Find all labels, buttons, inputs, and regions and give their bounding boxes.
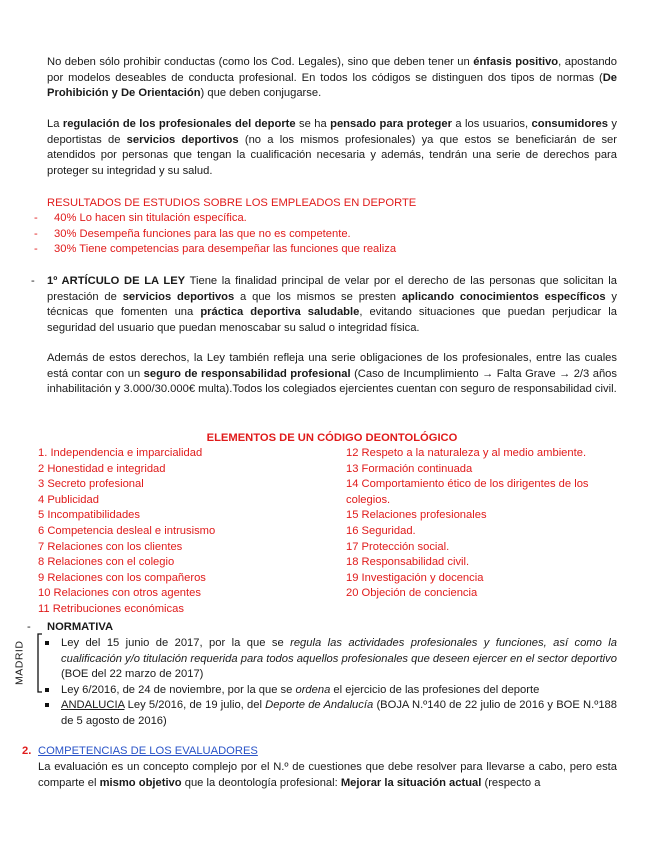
list-item: 20 Objeción de conciencia — [346, 587, 478, 600]
list-item: 12 Respeto a la naturaleza y al medio ambiente. — [346, 447, 587, 459]
list-item: 6 Competencia desleal e intrusismo — [38, 524, 216, 537]
madrid-label: MADRID — [13, 640, 26, 686]
normativa-bullet: - — [27, 621, 31, 633]
list-item: 1. Independencia e imparcialidad — [38, 447, 203, 459]
list-item: 9 Relaciones con los compañeros — [38, 571, 206, 584]
paragraph-obligaciones: Además de estos derechos, la Ley también refleja una serie obligaciones de los profesionales, entre las cuales está contar con un seguro de responsabilidad profesional (Caso de Incumplimiento → Falta Grave → 2/3 años inhabilitación y 3.000/30.000€ multa).Todos los colegiados ejercientes cuentan con seguro de responsabilidad civil. — [47, 352, 617, 396]
list-item: 2 Honestidad e integridad — [38, 462, 166, 475]
square-bullet-icon — [45, 641, 49, 645]
list-item: 10 Relaciones con otros agentes — [38, 587, 201, 600]
list-item: 11 Retribuciones económicas — [38, 602, 184, 615]
list-item: 17 Protección social. — [346, 540, 450, 553]
list-item: 8 Relaciones con el colegio — [38, 556, 175, 569]
list-item: 18 Responsabilidad civil. — [346, 556, 470, 569]
resultados-list — [34, 211, 614, 258]
section-2-number: 2. — [22, 745, 32, 757]
normativa-list — [61, 636, 617, 730]
resultados-heading: RESULTADOS DE ESTUDIOS SOBRE LOS EMPLEADOS EN DEPORTE — [47, 197, 417, 209]
paragraph-evaluadores: La evaluación es un concepto complejo por el N.º de cuestiones que debe resolver para llevarse a cabo, pero esta comparte el mismo objetivo que la deontología profesional: Mejorar la situación actual (respecto a — [38, 761, 617, 789]
list-item: - 40% Lo hacen sin titulación específica. — [34, 212, 247, 224]
paragraph-codes: No deben sólo prohibir conductas (como los Cod. Legales), sino que deben tener un énfasis positivo, apostando por modelos deseables de conducta profesional. En todos los códigos se distinguen dos tipos de normas (De Prohibición y De Orientación) que deben conjugarse. — [47, 56, 617, 100]
list-item: 13 Formación continuada — [346, 462, 473, 475]
list-item: 5 Incompatibilidades — [38, 509, 140, 522]
list-item: 19 Investigación y docencia — [346, 571, 484, 584]
articulo-bullet: - — [31, 275, 35, 287]
list-item: 7 Relaciones con los clientes — [38, 540, 183, 553]
list-item: 3 Secreto profesional — [38, 478, 144, 491]
list-item: 4 Publicidad — [38, 493, 99, 506]
normativa-heading: NORMATIVA — [47, 621, 114, 633]
elementos-heading: ELEMENTOS DE UN CÓDIGO DEONTOLÓGICO — [206, 432, 458, 444]
paragraph-regulation: La regulación de los profesionales del deporte se ha pensado para proteger a los usuarios, consumidores y deportistas de servicios deportivos (no a los mismos profesionales) ya que estos se beneficiarán de ser atendidos por personas que tengan la cualificación necesaria y además, tendrán una serie de derechos para proteger su integridad y su salud. — [47, 118, 618, 177]
list-item: 14 Comportamiento ético de los dirigentes de los — [346, 478, 589, 491]
list-item: Ley del 15 junio de 2017, por la que se regula las actividades profesionales y funciones, así como la cualificación y/o titulación requerida para todos aquellos profesionales que deseen ejercer en el sector deportivo (BOE del 22 marzo de 2017) — [61, 636, 617, 683]
square-bullet-icon — [45, 688, 49, 692]
list-item: ANDALUCIA Ley 5/2016, de 19 julio, del Deporte de Andalucía (BOJA N.º140 de 22 julio de 2016 y BOE N.º188 de 5 agosto de 2016) — [61, 698, 617, 729]
list-item: - 30% Tiene competencias para desempeñar las funciones que realiza — [34, 243, 397, 256]
list-item: 16 Seguridad. — [346, 524, 416, 537]
list-item: Ley 6/2016, de 24 de noviembre, por la que se ordena el ejercicio de las profesiones del deporte — [61, 683, 617, 699]
elementos-left-column — [38, 446, 215, 618]
square-bullet-icon — [45, 703, 49, 707]
list-item: 15 Relaciones profesionales — [346, 509, 487, 522]
list-item: - 30% Desempeña funciones para las que no es competente. — [34, 227, 351, 240]
elementos-right-column — [346, 446, 589, 602]
section-2-title: COMPETENCIAS DE LOS EVALUADORES — [38, 745, 258, 757]
list-item: colegios. — [346, 493, 391, 506]
paragraph-articulo: 1º ARTÍCULO DE LA LEY Tiene la finalidad principal de velar por el derecho de las personas que solicitan la prestación de servicios deportivos a que los mismos se presten aplicando conocimientos específicos y técnicas que fomenten una práctica deportiva saludable, evitando situaciones que puedan perjudicar la seguridad del usuario que puedan menoscabar su salud o integridad física. — [47, 275, 618, 334]
